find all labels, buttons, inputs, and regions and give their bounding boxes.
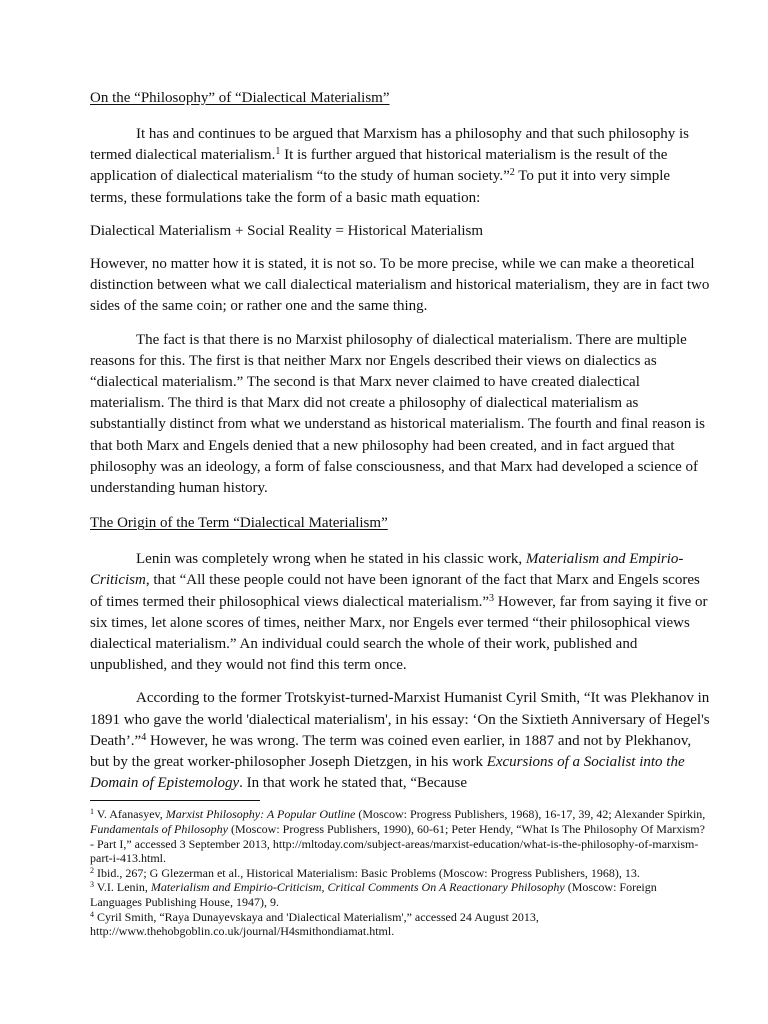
footnote-text: Cyril Smith, “Raya Dunayevskaya and 'Dialectical Materialism',” accessed 24 August 2013, http://www.thehobgoblin.co.uk/journal/H4smithondiamat.html. xyxy=(90,909,539,939)
paragraph-text: Lenin was completely wrong when he stated in his classic work, xyxy=(136,551,526,568)
paragraph-text: It has and continues to be argued that Marxism has a philosophy and that such philosophy is termed dialectical materialism. xyxy=(90,126,689,164)
footnote-divider xyxy=(90,800,260,801)
paragraph-smith xyxy=(90,688,710,794)
footnote-4 xyxy=(90,910,710,939)
paragraph-text: To put it into very simple terms, these formulations take the form of a basic math equation: xyxy=(90,168,671,206)
section-heading-philosophy: On the “Philosophy” of “Dialectical Materialism” xyxy=(90,90,390,106)
paragraph-text: It is further argued that historical materialism is the result of the application of dialectical materialism “to the study of human society.” xyxy=(90,147,668,185)
footnote-ref-1[interactable]: 1 xyxy=(275,146,281,158)
footnote-text: V.I. Lenin, xyxy=(94,880,151,895)
footnote-number: 3 xyxy=(90,880,94,890)
paragraph-text: According to the former Trotskyist-turned-Marxist Humanist Cyril Smith, “It was Plekhanov in 1891 who gave the world 'dialectical materialism', in his essay: ‘On the Sixtieth Anniversary of Hegel's Death’.” xyxy=(90,690,710,749)
footnote-text: Ibid., 267; G Glezerman et al., Historical Materialism: Basic Problems (Moscow: Progress Publishers, 1968), 13. xyxy=(94,865,640,880)
footnote-3 xyxy=(90,880,710,909)
footnote-number: 2 xyxy=(90,865,94,875)
paragraph-however: However, no matter how it is stated, it is not so. To be more precise, while we can make a theoretical distinction between what we call dialectical materialism and historical materialism, they are in fact two sides of the same coin; or rather one and the same thing. xyxy=(90,256,710,315)
footnote-number: 1 xyxy=(90,807,94,817)
footnote-text: (Moscow: Progress Publishers, 1968), 16-17, 39, 42; Alexander Spirkin, xyxy=(355,807,706,822)
document-page xyxy=(90,88,710,939)
section-heading-origin: The Origin of the Term “Dialectical Materialism” xyxy=(90,515,388,532)
footnote-ref-2[interactable]: 2 xyxy=(509,167,515,179)
paragraph-text: However, he was wrong. The term was coined even earlier, in 1887 and not by Plekhanov, but by the great worker-philosopher Joseph Dietzgen, in his work xyxy=(90,732,692,771)
footnote-title: Materialism and Empirio-Criticism, Critical Comments On A Reactionary Philosophy xyxy=(150,880,565,895)
paragraph-text: . In that work he stated that, “Because xyxy=(239,775,467,792)
footnotes xyxy=(90,807,710,938)
paragraph-reasons: The fact is that there is no Marxist philosophy of dialectical materialism. There are multiple reasons for this. The first is that neither Marx nor Engels described their views on dialectics as “dialectical materialism.” The second is that Marx never claimed to have created dialectical materialism. The third is that Marx did not create a philosophy of dialectical materialism as substantially distinct from what we understand as historical materialism. The fourth and final reason is that both Marx and Engels denied that a new philosophy had been created, and in fact argued that philosophy was an ideology, a form of false consciousness, and that Marx had developed a science of understanding human history. xyxy=(90,331,705,497)
footnote-text: (Moscow: Foreign Languages Publishing House, 1947), 9. xyxy=(90,880,657,910)
equation-line: Dialectical Materialism + Social Reality = Historical Materialism xyxy=(90,222,484,239)
footnote-title: Marxist Philosophy: A Popular Outline xyxy=(165,807,356,822)
paragraph-lenin xyxy=(90,549,710,676)
paragraph-text: However, far from saying it five or six times, let alone scores of times, neither Marx, nor Engels ever termed “their philosophical views dialectical materialism.” An individual could search the whole of their work, published and unpublished, and they would not find this term once. xyxy=(90,593,708,674)
footnote-1 xyxy=(90,807,710,865)
footnote-title: Fundamentals of Philosophy xyxy=(90,822,228,837)
paragraph-text: , that “All these people could not have been ignorant of the fact that Marx and Engels scores of times termed their philosophical views dialectical materialism.” xyxy=(90,572,700,610)
footnote-ref-4[interactable]: 4 xyxy=(141,731,147,743)
work-title: Materialism and Empirio-Criticism xyxy=(90,551,684,589)
paragraph-intro xyxy=(90,124,710,209)
footnote-number: 4 xyxy=(90,909,94,919)
footnote-ref-3[interactable]: 3 xyxy=(489,592,495,604)
footnote-text: (Moscow: Progress Publishers, 1990), 60-61; Peter Hendy, “What Is The Philosophy Of Marxism? - Part I,” accessed 3 September 2013, http://mltoday.com/subject-areas/marxist-education/what-is-the-philosophy-of-marxism-part-i-413.html. xyxy=(90,822,705,866)
work-title: Excursions of a Socialist into the Domain of Epistemology xyxy=(90,754,685,792)
footnote-2 xyxy=(90,866,710,881)
footnote-text: V. Afanasyev, xyxy=(94,807,166,822)
